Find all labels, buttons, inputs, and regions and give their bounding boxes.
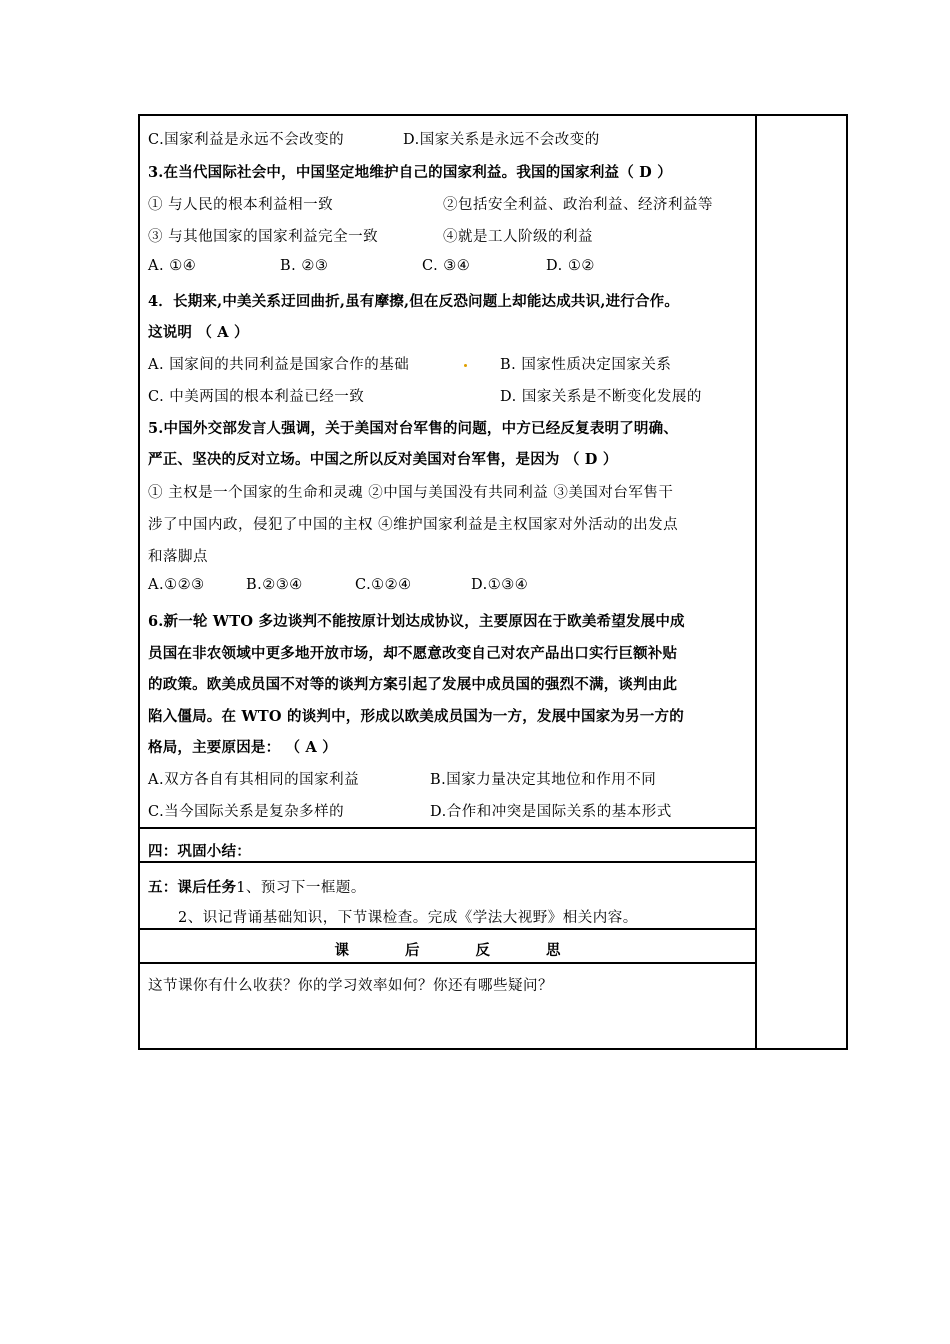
homework-item-2: 2、识记背诵基础知识，下节课检查。完成《学法大视野》相关内容。 (178, 910, 638, 926)
q6-stem-line1: 6.新一轮 WTO 多边谈判不能按原计划达成协议，主要原因在于欧美希望发展中成 (148, 613, 685, 630)
q6-stem-line2: 员国在非农领域中更多地开放市场，却不愿意改变自己对农产品出口实行巨额补贴 (148, 645, 678, 662)
q6-option-d: D.合作和冲突是国际关系的基本形式 (430, 804, 672, 820)
q5-option-b: B.②③④ (246, 577, 303, 593)
q5-statements-line3: 和落脚点 (148, 549, 208, 565)
homework-title: 五：课后任务 (148, 879, 237, 896)
q5-statements-line2: 涉了中国内政，侵犯了中国的主权 ④维护国家利益是主权国家对外活动的出发点 (148, 517, 679, 533)
q3-option-b: B. ②③ (280, 258, 329, 274)
q3-statement-4: ④就是工人阶级的利益 (443, 229, 593, 245)
q3-option-d: D. ①② (546, 258, 595, 274)
q4-option-d: D. 国家关系是不断变化发展的 (500, 389, 702, 405)
q5-option-c: C.①②④ (355, 577, 412, 593)
reflection-char: 后 (405, 942, 420, 959)
homework-item-1: 1、预习下一框题。 (236, 880, 366, 896)
divider (140, 861, 755, 863)
q6-option-a: A.双方各自有其相同的国家利益 (148, 772, 360, 788)
side-column-divider (755, 116, 757, 1048)
q5-stem-line1: 5.中国外交部发言人强调，关于美国对台军售的问题，中方已经反复表明了明确、 (148, 420, 679, 437)
q3-statement-2: ②包括安全利益、政治利益、经济利益等 (443, 197, 713, 213)
q3-stem: 3.在当代国际社会中，中国坚定地维护自己的国家利益。我国的国家利益（ D ） (148, 164, 672, 181)
q4-option-a: A. 国家间的共同利益是国家合作的基础 (148, 357, 410, 373)
divider (140, 928, 755, 930)
reflection-char: 思 (546, 942, 561, 959)
q4-stem-line1: 4．长期来,中美关系迂回曲折,虽有摩擦,但在反恐问题上却能达成共识,进行合作。 (148, 293, 680, 310)
q6-stem-line5: 格局，主要原因是： （ A ） (148, 739, 337, 756)
reflection-prompt: 这节课你有什么收获？你的学习效率如何？你还有哪些疑问？ (148, 978, 553, 994)
homework-line1 (148, 876, 366, 897)
q6-stem-line4: 陷入僵局。在 WTO 的谈判中，形成以欧美成员国为一方，发展中国家为另一方的 (148, 708, 684, 725)
divider (140, 962, 755, 964)
q5-option-a: A.①②③ (148, 577, 205, 593)
q3-statement-1: ① 与人民的根本利益相一致 (148, 197, 334, 213)
q3-option-a: A. ①④ (148, 258, 197, 274)
stray-mark (464, 364, 467, 367)
reflection-char: 课 (334, 942, 349, 959)
divider (140, 827, 755, 829)
q2-option-c: C.国家利益是永远不会改变的 (148, 132, 345, 148)
q6-option-b: B.国家力量决定其地位和作用不同 (430, 772, 657, 788)
lesson-table (138, 114, 848, 1050)
q5-option-d: D.①③④ (471, 577, 529, 593)
q3-statement-3: ③ 与其他国家的国家利益完全一致 (148, 229, 379, 245)
q5-stem-line2: 严正、坚决的反对立场。中国之所以反对美国对台军售，是因为 （ D ） (148, 451, 618, 468)
q4-stem-line2: 这说明 （ A ） (148, 324, 249, 341)
q2-option-d: D.国家关系是永远不会改变的 (403, 132, 600, 148)
reflection-char: 反 (475, 942, 490, 959)
reflection-title (140, 939, 755, 960)
q6-option-c: C.当今国际关系是复杂多样的 (148, 804, 345, 820)
summary-title: 四：巩固小结： (148, 843, 251, 860)
q4-option-b: B. 国家性质决定国家关系 (500, 357, 672, 373)
q6-stem-line3: 的政策。欧美成员国不对等的谈判方案引起了发展中成员国的强烈不满，谈判由此 (148, 676, 678, 693)
q4-option-c: C. 中美两国的根本利益已经一致 (148, 389, 365, 405)
q3-option-c: C. ③④ (422, 258, 471, 274)
q5-statements-line1: ① 主权是一个国家的生命和灵魂 ②中国与美国没有共同利益 ③美国对台军售干 (148, 485, 674, 501)
